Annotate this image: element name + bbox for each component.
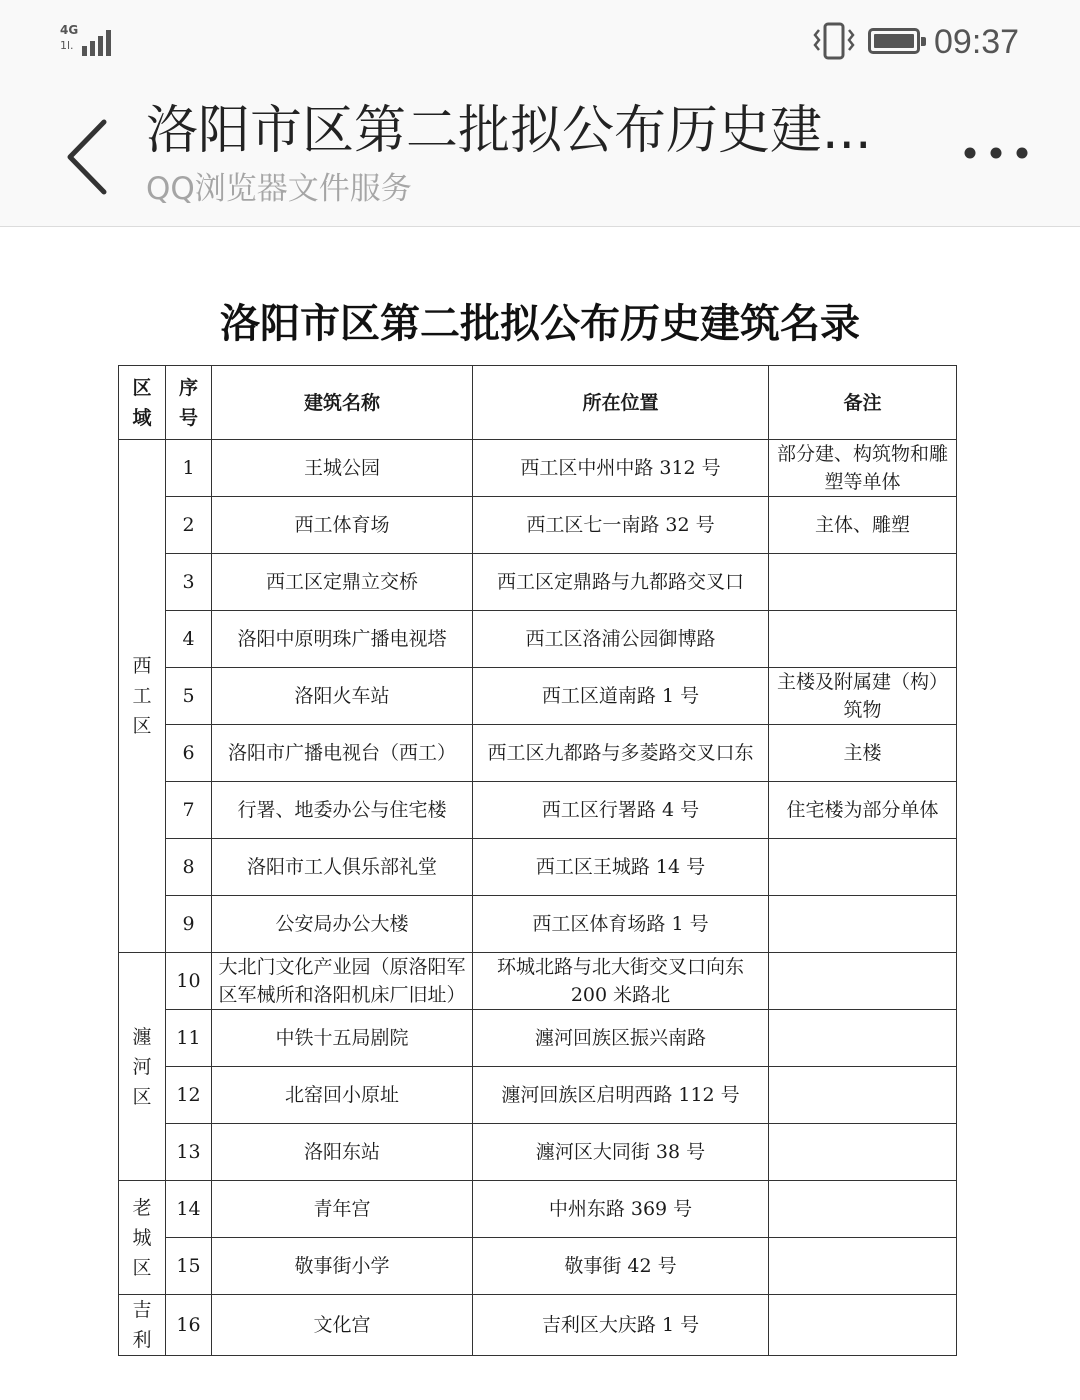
number-cell: 11 bbox=[166, 1010, 212, 1067]
battery-icon bbox=[868, 28, 920, 54]
location-cell: 西工区洛浦公园御博路 bbox=[473, 611, 769, 668]
location-cell: 瀍河回族区启明西路 112 号 bbox=[473, 1067, 769, 1124]
title-bar bbox=[0, 84, 1080, 227]
back-button[interactable] bbox=[56, 112, 126, 202]
number-cell: 13 bbox=[166, 1124, 212, 1181]
name-cell: 洛阳市广播电视台（西工） bbox=[212, 725, 473, 782]
number-cell: 6 bbox=[166, 725, 212, 782]
number-cell: 1 bbox=[166, 440, 212, 497]
number-cell: 4 bbox=[166, 611, 212, 668]
note-cell bbox=[769, 1181, 957, 1238]
name-cell: 王城公园 bbox=[212, 440, 473, 497]
note-cell bbox=[769, 896, 957, 953]
number-cell: 9 bbox=[166, 896, 212, 953]
name-cell: 敬事街小学 bbox=[212, 1238, 473, 1295]
note-cell: 主体、雕塑 bbox=[769, 497, 957, 554]
page-title: 洛阳市区第二批拟公布历史建... bbox=[146, 101, 872, 161]
number-cell: 2 bbox=[166, 497, 212, 554]
table-row bbox=[119, 497, 957, 554]
note-cell bbox=[769, 839, 957, 896]
column-header-name: 建筑名称 bbox=[212, 366, 473, 440]
note-cell: 主楼 bbox=[769, 725, 957, 782]
table-header-row bbox=[119, 366, 957, 440]
column-header-number: 序号 bbox=[166, 366, 212, 440]
table-row bbox=[119, 554, 957, 611]
number-cell: 16 bbox=[166, 1295, 212, 1356]
name-cell: 西工区定鼎立交桥 bbox=[212, 554, 473, 611]
note-cell bbox=[769, 1295, 957, 1356]
network-type-label: 4G bbox=[60, 23, 79, 37]
district-cell: 瀍河区 bbox=[119, 953, 166, 1181]
district-cell: 老城区 bbox=[119, 1181, 166, 1295]
name-cell: 青年宫 bbox=[212, 1181, 473, 1238]
table-row bbox=[119, 668, 957, 725]
table-row bbox=[119, 1238, 957, 1295]
note-cell bbox=[769, 554, 957, 611]
note-cell: 住宅楼为部分单体 bbox=[769, 782, 957, 839]
district-cell: 吉利 bbox=[119, 1295, 166, 1356]
name-cell: 洛阳东站 bbox=[212, 1124, 473, 1181]
location-cell: 西工区行署路 4 号 bbox=[473, 782, 769, 839]
name-cell: 大北门文化产业园（原洛阳军区军械所和洛阳机床厂旧址） bbox=[212, 953, 473, 1010]
location-cell: 中州东路 369 号 bbox=[473, 1181, 769, 1238]
table-row bbox=[119, 896, 957, 953]
clock: 09:37 bbox=[934, 23, 1020, 61]
location-cell: 西工区王城路 14 号 bbox=[473, 839, 769, 896]
records-table bbox=[118, 365, 957, 1356]
name-cell: 西工体育场 bbox=[212, 497, 473, 554]
number-cell: 12 bbox=[166, 1067, 212, 1124]
note-cell bbox=[769, 1238, 957, 1295]
name-cell: 洛阳市工人俱乐部礼堂 bbox=[212, 839, 473, 896]
note-cell bbox=[769, 1067, 957, 1124]
table-row bbox=[119, 953, 957, 1010]
name-cell: 中铁十五局剧院 bbox=[212, 1010, 473, 1067]
location-cell: 西工区体育场路 1 号 bbox=[473, 896, 769, 953]
location-cell: 瀍河回族区振兴南路 bbox=[473, 1010, 769, 1067]
table-row bbox=[119, 725, 957, 782]
name-cell: 北窑回小原址 bbox=[212, 1067, 473, 1124]
document-viewer[interactable] bbox=[0, 227, 1080, 1400]
document-title: 洛阳市区第二批拟公布历史建筑名录 bbox=[220, 300, 860, 347]
name-cell: 公安局办公大楼 bbox=[212, 896, 473, 953]
note-cell: 主楼及附属建（构）筑物 bbox=[769, 668, 957, 725]
table-row bbox=[119, 782, 957, 839]
number-cell: 14 bbox=[166, 1181, 212, 1238]
name-cell: 洛阳中原明珠广播电视塔 bbox=[212, 611, 473, 668]
more-button[interactable] bbox=[958, 136, 1034, 170]
more-dots-icon bbox=[965, 148, 1028, 159]
number-cell: 5 bbox=[166, 668, 212, 725]
vibrate-icon bbox=[812, 22, 856, 60]
column-header-note: 备注 bbox=[769, 366, 957, 440]
location-cell: 西工区七一南路 32 号 bbox=[473, 497, 769, 554]
name-cell: 文化宫 bbox=[212, 1295, 473, 1356]
table-row bbox=[119, 1181, 957, 1238]
note-cell: 部分建、构筑物和雕塑等单体 bbox=[769, 440, 957, 497]
note-cell bbox=[769, 611, 957, 668]
location-cell: 吉利区大庆路 1 号 bbox=[473, 1295, 769, 1356]
chevron-left-icon bbox=[70, 122, 104, 192]
note-cell bbox=[769, 1010, 957, 1067]
location-cell: 环城北路与北大街交叉口向东 200 米路北 bbox=[473, 953, 769, 1010]
number-cell: 7 bbox=[166, 782, 212, 839]
number-cell: 10 bbox=[166, 953, 212, 1010]
location-cell: 西工区道南路 1 号 bbox=[473, 668, 769, 725]
name-cell: 洛阳火车站 bbox=[212, 668, 473, 725]
signal-icon bbox=[60, 24, 116, 58]
status-bar bbox=[0, 0, 1080, 84]
table-row bbox=[119, 1124, 957, 1181]
table-row bbox=[119, 1295, 957, 1356]
number-cell: 8 bbox=[166, 839, 212, 896]
network-activity-label: 1l. bbox=[60, 39, 74, 52]
table-row bbox=[119, 611, 957, 668]
number-cell: 15 bbox=[166, 1238, 212, 1295]
page-subtitle: QQ浏览器文件服务 bbox=[146, 171, 412, 207]
location-cell: 西工区九都路与多菱路交叉口东 bbox=[473, 725, 769, 782]
location-cell: 瀍河区大同街 38 号 bbox=[473, 1124, 769, 1181]
name-cell: 行署、地委办公与住宅楼 bbox=[212, 782, 473, 839]
table-row bbox=[119, 839, 957, 896]
location-cell: 西工区定鼎路与九都路交叉口 bbox=[473, 554, 769, 611]
number-cell: 3 bbox=[166, 554, 212, 611]
district-cell: 西工区 bbox=[119, 440, 166, 953]
table-row bbox=[119, 1010, 957, 1067]
table-row bbox=[119, 440, 957, 497]
location-cell: 敬事街 42 号 bbox=[473, 1238, 769, 1295]
location-cell: 西工区中州中路 312 号 bbox=[473, 440, 769, 497]
column-header-location: 所在位置 bbox=[473, 366, 769, 440]
note-cell bbox=[769, 1124, 957, 1181]
table-row bbox=[119, 1067, 957, 1124]
column-header-district: 区域 bbox=[119, 366, 166, 440]
note-cell bbox=[769, 953, 957, 1010]
